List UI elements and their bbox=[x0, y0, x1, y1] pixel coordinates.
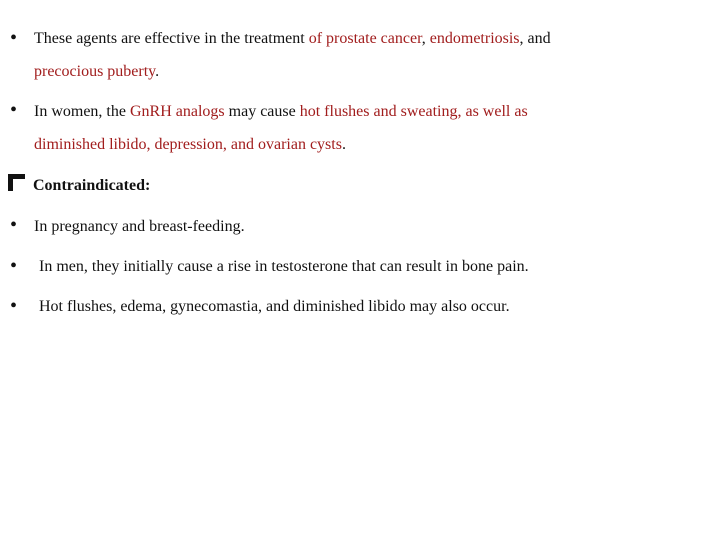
contra-item-2: In men, they initially cause a rise in testosterone that can result in bone pain. bbox=[39, 258, 529, 275]
bullet-1-text: These agents are effective in the treatment bbox=[34, 30, 309, 47]
bullet-2-period: . bbox=[341, 136, 346, 153]
checkbox-bullet-icon bbox=[8, 174, 25, 191]
bullet-2-mid: may cause bbox=[224, 103, 300, 120]
term-side-effects: diminished libido, depression, and ovarian cysts bbox=[34, 136, 342, 153]
bullet-1-marker: • bbox=[10, 27, 18, 49]
contra-item-1: In pregnancy and breast-feeding. bbox=[34, 218, 245, 235]
bullet-1-line-2 bbox=[34, 62, 159, 82]
term-precocious-puberty: precocious puberty bbox=[34, 63, 156, 80]
contra-item-2-marker: • bbox=[10, 255, 18, 277]
contra-item-3-marker: • bbox=[10, 295, 18, 317]
bullet-2-line-1 bbox=[34, 102, 528, 122]
bullet-1-period: . bbox=[155, 63, 160, 80]
bullet-2-marker: • bbox=[10, 99, 18, 121]
term-hot-flushes: hot flushes and sweating, as well as bbox=[299, 103, 528, 120]
bullet-1-sep-1: , bbox=[421, 30, 430, 47]
contra-item-1-marker: • bbox=[10, 214, 18, 236]
bullet-1-line-1 bbox=[34, 29, 551, 49]
term-prostate-cancer: of prostate cancer bbox=[308, 30, 422, 47]
bullet-2-line-2 bbox=[34, 135, 346, 155]
contraindicated-heading: Contraindicated: bbox=[33, 177, 151, 194]
bullet-1-sep-2: , and bbox=[519, 30, 551, 47]
bullet-2-text: In women, the bbox=[34, 103, 130, 120]
term-gnrh-analogs: GnRH analogs bbox=[129, 103, 225, 120]
term-endometriosis: endometriosis bbox=[429, 30, 520, 47]
contra-item-3: Hot flushes, edema, gynecomastia, and diminished libido may also occur. bbox=[39, 298, 510, 315]
